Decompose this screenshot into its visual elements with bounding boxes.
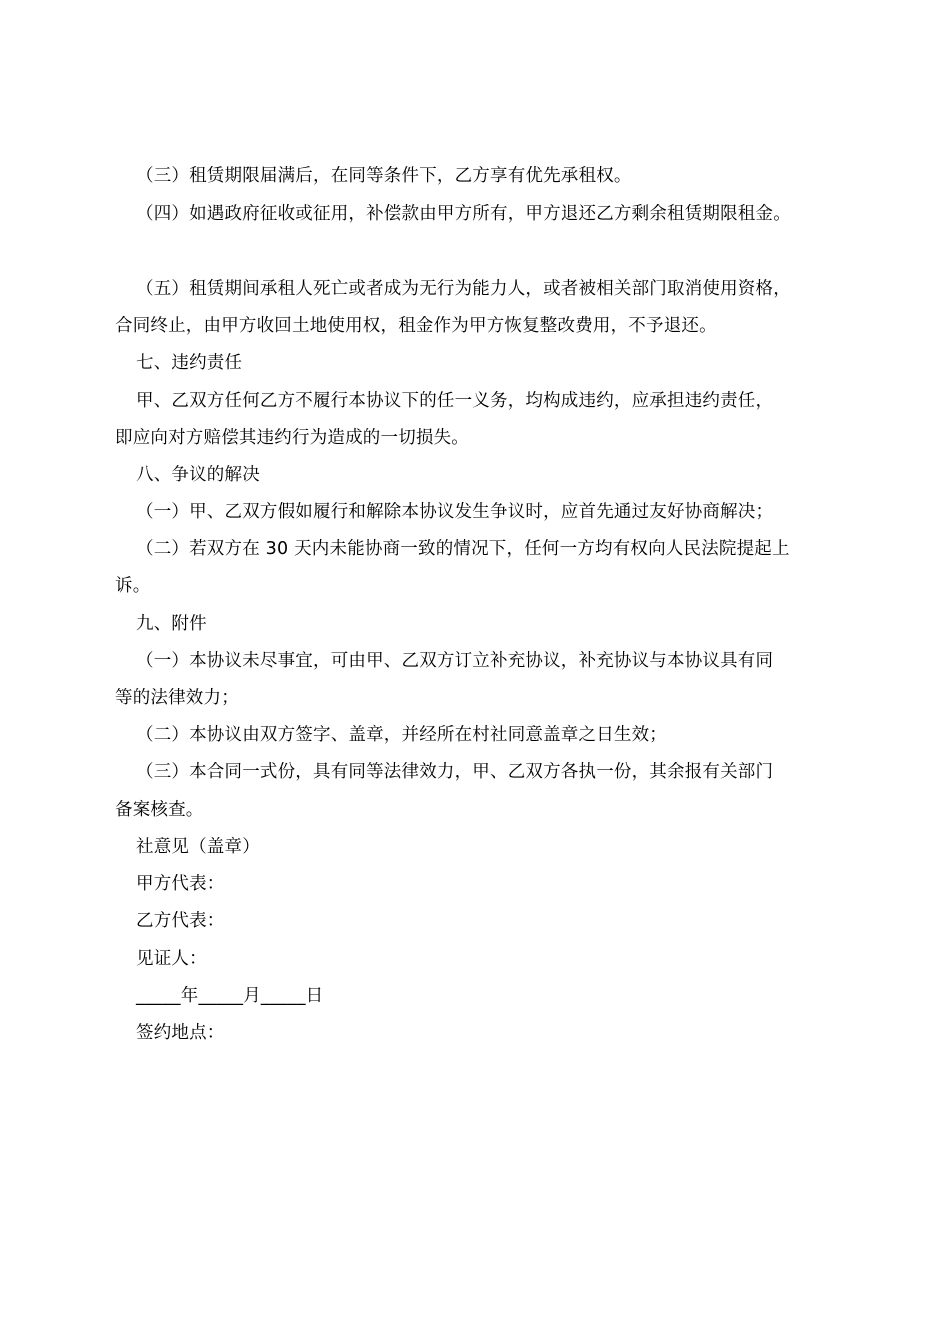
- party-b-representative-label: 乙方代表：: [136, 911, 225, 931]
- clause-6-5-line2: 合同终止，由甲方收回土地使用权，租金作为甲方恢复整改费用，不予退还。: [115, 316, 717, 336]
- clause-9-2: （二）本协议由双方签字、盖章，并经所在村社同意盖章之日生效；: [136, 725, 667, 745]
- date-line: _____年_____月_____日: [136, 986, 324, 1006]
- clause-8-1: （一）甲、乙双方假如履行和解除本协议发生争议时，应首先通过友好协商解决；: [136, 502, 774, 522]
- clause-6-3: （三）租赁期限届满后，在同等条件下，乙方享有优先承租权。: [136, 166, 632, 186]
- section-7-body-line2: 即应向对方赔偿其违约行为造成的一切损失。: [115, 428, 469, 448]
- clause-8-2-line2: 诉。: [115, 576, 151, 596]
- clause-6-5-line1: （五）租赁期间承租人死亡或者成为无行为能力人，或者被相关部门取消使用资格，: [136, 279, 791, 299]
- clause-6-4: （四）如遇政府征收或征用，补偿款由甲方所有，甲方退还乙方剩余租赁期限租金。: [136, 204, 791, 224]
- signing-location-label: 签约地点：: [136, 1023, 225, 1043]
- section-7-heading: 七、违约责任: [136, 353, 243, 373]
- section-9-heading: 九、附件: [136, 614, 207, 634]
- clause-9-3-line2: 备案核查。: [115, 800, 204, 820]
- community-opinion-label: 社意见（盖章）: [136, 837, 260, 857]
- clause-9-1-line2: 等的法律效力；: [115, 688, 239, 708]
- clause-9-1-line1: （一）本协议未尽事宜，可由甲、乙双方订立补充协议，补充协议与本协议具有同: [136, 651, 774, 671]
- witness-label: 见证人：: [136, 949, 207, 969]
- section-8-heading: 八、争议的解决: [136, 465, 260, 485]
- section-7-body-line1: 甲、乙双方任何乙方不履行本协议下的任一义务，均构成违约，应承担违约责任，: [136, 391, 774, 411]
- clause-9-3-line1: （三）本合同一式份，具有同等法律效力，甲、乙双方各执一份，其余报有关部门: [136, 762, 774, 782]
- party-a-representative-label: 甲方代表：: [136, 874, 225, 894]
- clause-8-2-line1: （二）若双方在 30 天内未能协商一致的情况下，任何一方均有权向人民法院提起上: [136, 539, 790, 559]
